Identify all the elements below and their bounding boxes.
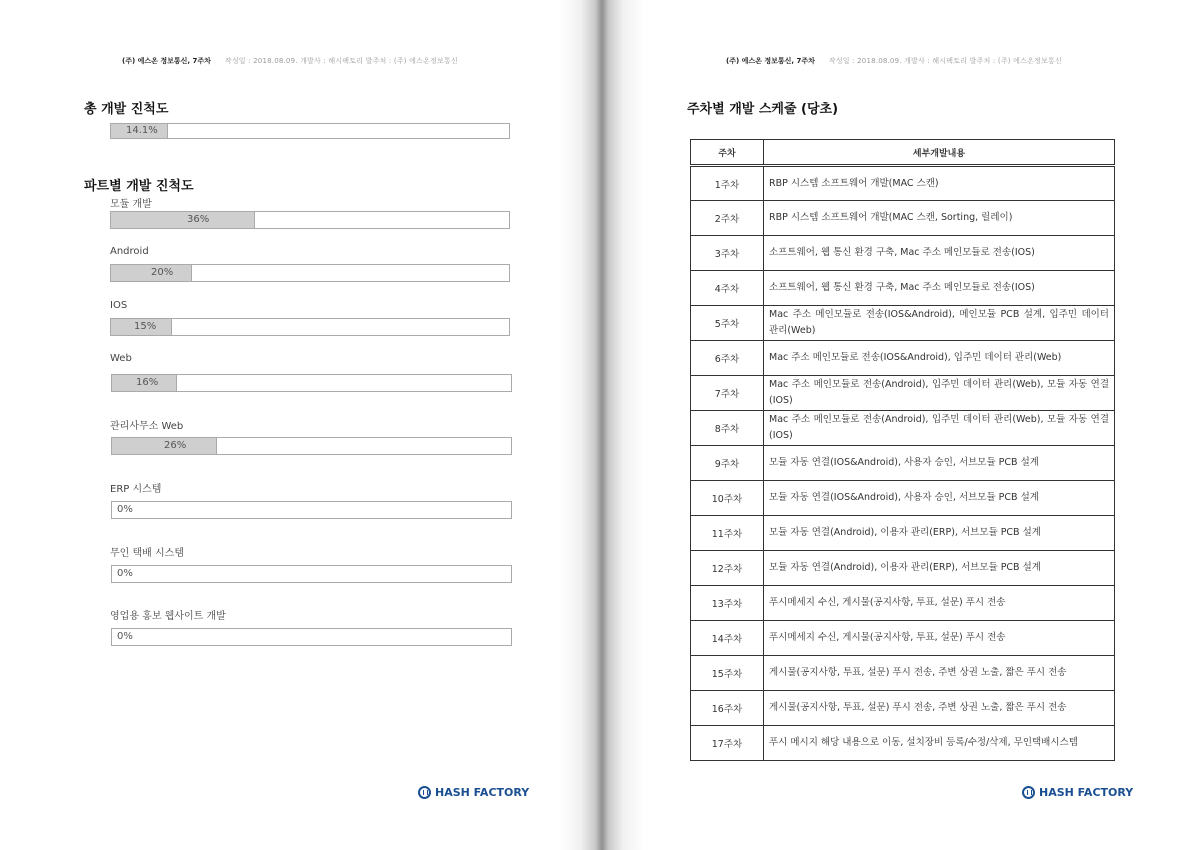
details-cell: 모듈 자동 연결(Android), 이용자 관리(ERP), 서브모듈 PCB 설계 (764, 551, 1115, 586)
progress-bar-admin-web (111, 437, 512, 455)
progress-bar-ios (110, 318, 510, 336)
week-cell: 2주차 (691, 201, 764, 236)
details-cell: 모듈 자동 연결(IOS&Android), 사용자 승인, 서브모듈 PCB 설계 (764, 446, 1115, 481)
column-header-week: 주차 (691, 140, 764, 166)
header-company: (주) 에스온 정보통신, 7주차 (122, 57, 211, 65)
details-cell: 게시물(공지사항, 투표, 설문) 푸시 전송, 주변 상권 노출, 짧은 푸시 전송 (764, 656, 1115, 691)
details-cell: 모듈 자동 연결(Android), 이용자 관리(ERP), 서브모듈 PCB 설계 (764, 516, 1115, 551)
week-cell: 1주차 (691, 166, 764, 201)
week-cell: 3주차 (691, 236, 764, 271)
header-meta: 작성일 : 2018.08.09. 개발사 : 해시팩토리 발주처 : (주) 에스온정보통신 (224, 57, 458, 65)
details-cell: 소프트웨어, 웹 통신 환경 구축, Mac 주소 메인모듈로 전송(IOS) (764, 236, 1115, 271)
progress-bar-parcel (111, 565, 512, 583)
table-row (691, 656, 1115, 691)
part-label-parcel: 무인 택배 시스템 (110, 548, 184, 559)
table-row (691, 586, 1115, 621)
week-cell: 14주차 (691, 621, 764, 656)
progress-bar-erp (111, 501, 512, 519)
progress-bar-module (110, 211, 510, 229)
details-cell: Mac 주소 메인모듈로 전송(Android), 입주민 데이터 관리(Web), 모듈 자동 연결(IOS) (764, 376, 1115, 411)
progress-bar-android (110, 264, 510, 282)
details-cell: Mac 주소 메인모듈로 전송(IOS&Android), 메인모듈 PCB 설계, 입주민 데이터 관리(Web) (764, 306, 1115, 341)
header-company: (주) 에스온 정보통신, 7주차 (726, 57, 815, 65)
progress-bar-web (111, 374, 512, 392)
part-label-ios: IOS (110, 300, 128, 311)
table-row (691, 516, 1115, 551)
table-row (691, 166, 1115, 201)
hash-factory-logo-icon (1022, 786, 1035, 799)
table-header-row (691, 140, 1115, 166)
progress-label: 20% (151, 267, 174, 278)
table-row (691, 621, 1115, 656)
progress-label: 16% (136, 377, 159, 388)
part-label-admin-web: 관리사무소 Web (110, 421, 184, 432)
header-meta: 작성일 : 2018.08.09. 개발사 : 해시팩토리 발주처 : (주) 에스온정보통신 (828, 57, 1062, 65)
progress-label: 0% (117, 631, 133, 642)
table-row (691, 341, 1115, 376)
week-cell: 7주차 (691, 376, 764, 411)
page-header (122, 56, 458, 66)
table-row (691, 481, 1115, 516)
details-cell: RBP 시스템 소프트웨어 개발(MAC 스캔) (764, 166, 1115, 201)
book-spine-shadow (560, 0, 644, 850)
left-page (0, 0, 600, 850)
table-row (691, 691, 1115, 726)
progress-label: 0% (117, 504, 133, 515)
table-row (691, 726, 1115, 761)
details-cell: 푸시메세지 수신, 게시물(공지사항, 투표, 설문) 푸시 전송 (764, 621, 1115, 656)
table-row (691, 201, 1115, 236)
week-cell: 5주차 (691, 306, 764, 341)
details-cell: Mac 주소 메인모듈로 전송(Android), 입주민 데이터 관리(Web), 모듈 자동 연결(IOS) (764, 411, 1115, 446)
details-cell: Mac 주소 메인모듈로 전송(IOS&Android), 입주민 데이터 관리(Web) (764, 341, 1115, 376)
table-row (691, 411, 1115, 446)
week-cell: 9주차 (691, 446, 764, 481)
week-cell: 15주차 (691, 656, 764, 691)
details-cell: 푸시메세지 수신, 게시물(공지사항, 투표, 설문) 푸시 전송 (764, 586, 1115, 621)
week-cell: 8주차 (691, 411, 764, 446)
hash-factory-logo-icon (418, 786, 431, 799)
table-row (691, 446, 1115, 481)
part-progress-title: 파트별 개발 진척도 (84, 179, 194, 194)
details-cell: 푸시 메시지 해당 내용으로 이동, 설치장비 등록/수정/삭제, 무인택배시스템 (764, 726, 1115, 761)
details-cell: RBP 시스템 소프트웨어 개발(MAC 스캔, Sorting, 릴레이) (764, 201, 1115, 236)
progress-label: 14.1% (126, 125, 158, 136)
week-cell: 17주차 (691, 726, 764, 761)
part-label-erp: ERP 시스템 (110, 484, 162, 495)
part-label-web: Web (110, 353, 132, 364)
week-cell: 10주차 (691, 481, 764, 516)
week-cell: 12주차 (691, 551, 764, 586)
column-header-details: 세부개발내용 (764, 140, 1115, 166)
table-row (691, 376, 1115, 411)
week-cell: 13주차 (691, 586, 764, 621)
week-cell: 16주차 (691, 691, 764, 726)
footer-logo (418, 786, 529, 799)
part-label-module: 모듈 개발 (110, 199, 152, 210)
footer-logo (1022, 786, 1133, 799)
part-label-android: Android (110, 246, 149, 257)
schedule-table (690, 139, 1115, 761)
part-label-promo-site: 영업용 홍보 웹사이트 개발 (110, 611, 226, 622)
page-header (726, 56, 1062, 66)
schedule-title: 주차별 개발 스케줄 (당초) (687, 102, 839, 117)
progress-bar-promo-site (111, 628, 512, 646)
total-progress-bar (110, 123, 510, 139)
details-cell: 게시물(공지사항, 투표, 설문) 푸시 전송, 주변 상권 노출, 짧은 푸시 전송 (764, 691, 1115, 726)
details-cell: 소프트웨어, 웹 통신 환경 구축, Mac 주소 메인모듈로 전송(IOS) (764, 271, 1115, 306)
table-row (691, 271, 1115, 306)
progress-label: 36% (187, 214, 210, 225)
progress-fill (111, 212, 255, 228)
table-row (691, 551, 1115, 586)
week-cell: 4주차 (691, 271, 764, 306)
footer-logo-text: HASH FACTORY (435, 786, 530, 799)
table-row (691, 306, 1115, 341)
progress-label: 26% (164, 440, 187, 451)
details-cell: 모듈 자동 연결(IOS&Android), 사용자 승인, 서브모듈 PCB 설계 (764, 481, 1115, 516)
progress-label: 0% (117, 568, 133, 579)
total-progress-title: 총 개발 진척도 (84, 102, 169, 117)
footer-logo-text: HASH FACTORY (1039, 786, 1134, 799)
progress-label: 15% (134, 321, 157, 332)
table-row (691, 236, 1115, 271)
week-cell: 6주차 (691, 341, 764, 376)
week-cell: 11주차 (691, 516, 764, 551)
